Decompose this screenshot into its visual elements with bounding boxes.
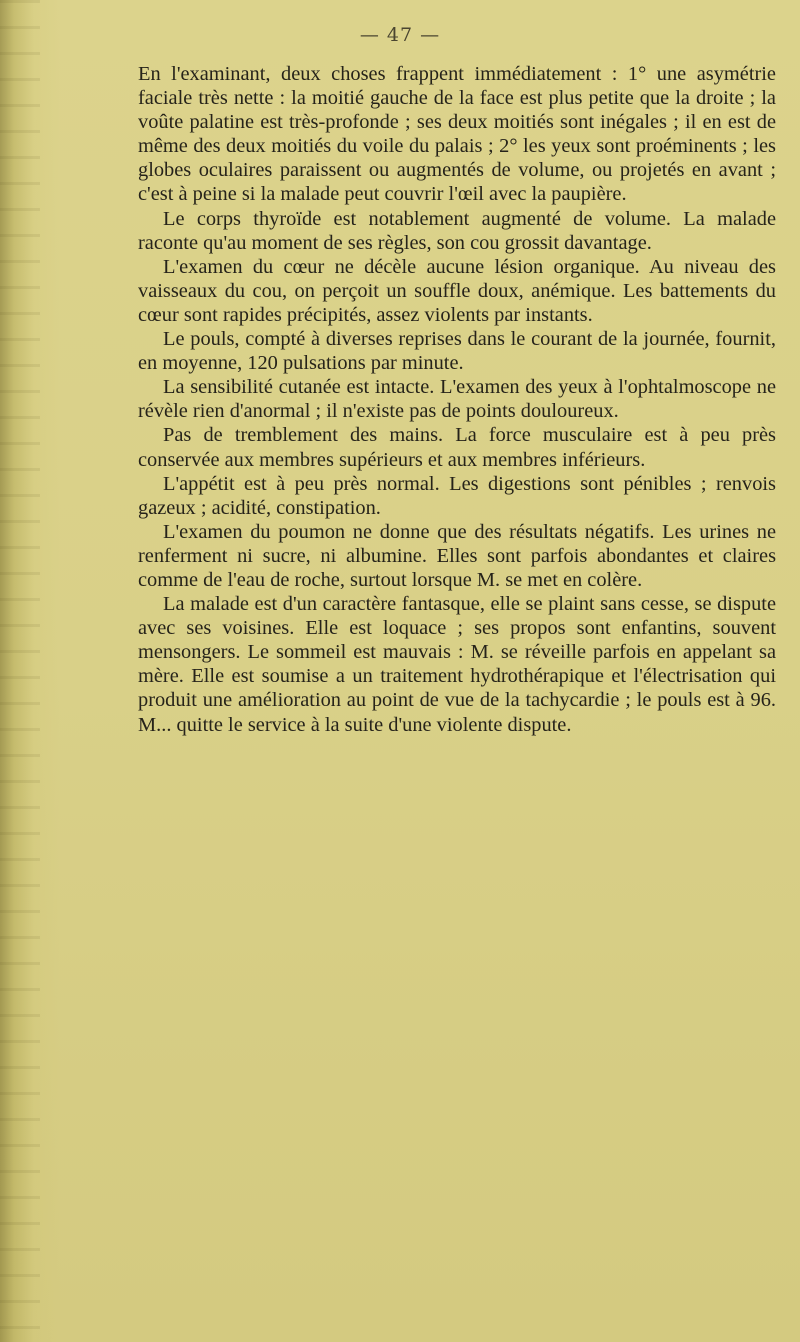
paragraph-lungs-urine: L'examen du poumon ne donne que des résultats négatifs. Les urines ne renferment ni sucre, ni albumine. Elles sont parfois abondantes et claires comme de l'eau de roche, surtout lorsque M. se met en colère. [138,520,776,591]
paragraph-heart-exam: L'examen du cœur ne décèle aucune lésion organique. Au niveau des vaisseaux du cou, on perçoit un souffle doux, anémique. Les battements du cœur sont rapides précipités, assez violents par instants. [138,255,776,326]
paragraph-facial-asymmetry: En l'examinant, deux choses frappent immédiatement : 1° une asymétrie faciale très nette : la moitié gauche de la face est plus petite que la droite ; la voûte palatine est très-profonde ; ses deux moitiés sont inégales ; il en est de même des deux moitiés du voile du palais ; 2° les yeux sont proéminents ; les globes oculaires paraissent ou augmentés de volume, ou projetés en avant ; c'est à peine si la malade peut couvrir l'œil avec la paupière. [138,63,776,206]
paragraph-appetite: L'appétit est à peu près normal. Les digestions sont pénibles ; renvois gazeux ; acidité, constipation. [138,472,776,519]
paragraph-sensibility: La sensibilité cutanée est intacte. L'examen des yeux à l'ophtalmoscope ne révèle rien d'anormal ; il n'existe pas de points douloureux. [138,376,776,423]
binding-gutter [0,0,40,1342]
paragraph-character: La malade est d'un caractère fantasque, elle se plaint sans cesse, se dispute avec ses voisines. Elle est loquace ; ses propos sont enfantins, souvent mensongers. Le sommeil est mauvais : M. se réveille parfois en appelant sa mère. Elle est soumise a un traitement hydrothérapique et l'électrisation qui produit une amélioration au point de vue de la tachycardie ; le pouls est à 96. M... quitte le service à la suite d'une violente dispute. [138,593,776,736]
paragraph-tremor: Pas de tremblement des mains. La force musculaire est à peu près conservée aux membres supérieurs et aux membres inférieurs. [138,424,776,471]
page-number: — 47 — [359,24,441,46]
paragraph-pulse: Le pouls, compté à diverses reprises dans le courant de la journée, fournit, en moyenne, 120 pulsations par minute. [138,328,776,375]
body-text [138,62,776,737]
paragraph-thyroid: Le corps thyroïde est notablement augmenté de volume. La malade raconte qu'au moment de ses règles, son cou grossit davantage. [138,207,776,254]
